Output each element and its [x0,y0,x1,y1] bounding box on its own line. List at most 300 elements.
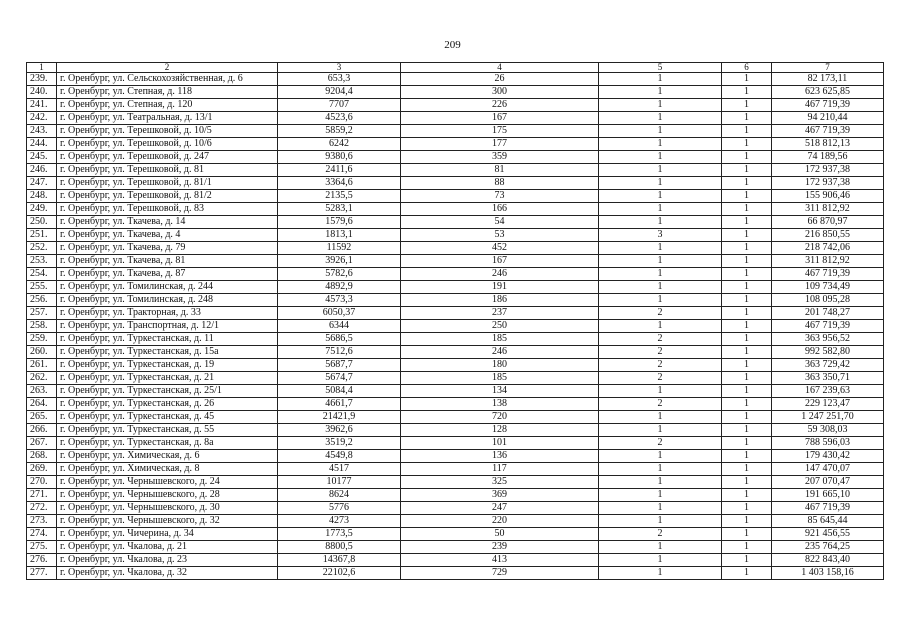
table-body [27,73,884,580]
address: г. Оренбург, ул. Чичерина, д. 34 [57,528,278,541]
col-6-value: 1 [722,125,772,138]
area: 9380,6 [278,151,401,164]
col-5-value: 1 [599,463,722,476]
row-number: 266. [27,424,57,437]
address: г. Оренбург, ул. Томилинская, д. 248 [57,294,278,307]
row-number: 244. [27,138,57,151]
area: 3364,6 [278,177,401,190]
amount: 108 095,28 [772,294,884,307]
col-5-value: 1 [599,489,722,502]
row-number: 257. [27,307,57,320]
table-row [27,307,884,320]
area: 4523,6 [278,112,401,125]
row-number: 249. [27,203,57,216]
row-number: 267. [27,437,57,450]
row-number: 246. [27,164,57,177]
row-number: 250. [27,216,57,229]
residents: 239 [401,541,599,554]
row-number: 245. [27,151,57,164]
area: 2135,5 [278,190,401,203]
row-number: 265. [27,411,57,424]
amount: 74 189,56 [772,151,884,164]
row-number: 263. [27,385,57,398]
amount: 155 906,46 [772,190,884,203]
area: 8800,5 [278,541,401,554]
col-5-value: 1 [599,502,722,515]
col-5-value: 1 [599,385,722,398]
address: г. Оренбург, ул. Транспортная, д. 12/1 [57,320,278,333]
col-5-value: 1 [599,567,722,580]
col-6-value: 1 [722,112,772,125]
column-header: 3 [278,63,401,73]
address: г. Оренбург, ул. Терешковой, д. 81/2 [57,190,278,203]
col-6-value: 1 [722,203,772,216]
col-5-value: 1 [599,164,722,177]
row-number: 274. [27,528,57,541]
residents: 300 [401,86,599,99]
row-number: 261. [27,359,57,372]
amount: 191 665,10 [772,489,884,502]
column-header: 1 [27,63,57,73]
table-row [27,216,884,229]
col-6-value: 1 [722,502,772,515]
residents: 117 [401,463,599,476]
table-row [27,73,884,86]
row-number: 276. [27,554,57,567]
address: г. Оренбург, ул. Чернышевского, д. 28 [57,489,278,502]
col-5-value: 3 [599,229,722,242]
col-5-value: 2 [599,307,722,320]
area: 5084,4 [278,385,401,398]
address: г. Оренбург, ул. Ткачева, д. 14 [57,216,278,229]
address: г. Оренбург, ул. Химическая, д. 8 [57,463,278,476]
address: г. Оренбург, ул. Ткачева, д. 81 [57,255,278,268]
table-row [27,554,884,567]
residents: 359 [401,151,599,164]
area: 6050,37 [278,307,401,320]
amount: 467 719,39 [772,125,884,138]
area: 4892,9 [278,281,401,294]
row-number: 268. [27,450,57,463]
address: г. Оренбург, ул. Ткачева, д. 79 [57,242,278,255]
residents: 53 [401,229,599,242]
residents: 88 [401,177,599,190]
table-row [27,203,884,216]
area: 3926,1 [278,255,401,268]
col-6-value: 1 [722,242,772,255]
amount: 467 719,39 [772,502,884,515]
table-row [27,359,884,372]
col-5-value: 1 [599,203,722,216]
table-row [27,424,884,437]
residents: 180 [401,359,599,372]
col-6-value: 1 [722,424,772,437]
table-row [27,463,884,476]
column-number-row [27,63,884,73]
area: 5674,7 [278,372,401,385]
col-6-value: 1 [722,437,772,450]
table-row [27,268,884,281]
amount: 1 247 251,70 [772,411,884,424]
col-6-value: 1 [722,151,772,164]
amount: 207 070,47 [772,476,884,489]
table-row [27,476,884,489]
address: г. Оренбург, ул. Туркестанская, д. 26 [57,398,278,411]
row-number: 258. [27,320,57,333]
col-6-value: 1 [722,489,772,502]
residents: 226 [401,99,599,112]
area: 9204,4 [278,86,401,99]
col-6-value: 1 [722,411,772,424]
col-6-value: 1 [722,307,772,320]
col-5-value: 1 [599,112,722,125]
col-5-value: 1 [599,450,722,463]
register-table [26,62,884,580]
col-5-value: 2 [599,333,722,346]
area: 4549,8 [278,450,401,463]
amount: 992 582,80 [772,346,884,359]
address: г. Оренбург, ул. Сельскохозяйственная, д. 6 [57,73,278,86]
col-6-value: 1 [722,515,772,528]
table-row [27,346,884,359]
area: 5687,7 [278,359,401,372]
table-row [27,294,884,307]
table-row [27,450,884,463]
address: г. Оренбург, ул. Терешковой, д. 81/1 [57,177,278,190]
col-5-value: 1 [599,541,722,554]
residents: 81 [401,164,599,177]
area: 1813,1 [278,229,401,242]
row-number: 273. [27,515,57,528]
address: г. Оренбург, ул. Химическая, д. 6 [57,450,278,463]
amount: 172 937,38 [772,177,884,190]
col-6-value: 1 [722,99,772,112]
residents: 136 [401,450,599,463]
table-row [27,151,884,164]
residents: 325 [401,476,599,489]
residents: 720 [401,411,599,424]
col-5-value: 1 [599,515,722,528]
col-6-value: 1 [722,450,772,463]
col-5-value: 1 [599,255,722,268]
table-row [27,437,884,450]
amount: 363 350,71 [772,372,884,385]
col-5-value: 1 [599,138,722,151]
residents: 250 [401,320,599,333]
area: 3519,2 [278,437,401,450]
row-number: 253. [27,255,57,268]
table-row [27,567,884,580]
residents: 167 [401,112,599,125]
col-6-value: 1 [722,463,772,476]
table-row [27,502,884,515]
address: г. Оренбург, ул. Туркестанская, д. 45 [57,411,278,424]
col-5-value: 2 [599,528,722,541]
table-row [27,372,884,385]
col-5-value: 1 [599,281,722,294]
residents: 191 [401,281,599,294]
area: 11592 [278,242,401,255]
col-6-value: 1 [722,86,772,99]
residents: 50 [401,528,599,541]
address: г. Оренбург, ул. Чкалова, д. 23 [57,554,278,567]
residents: 175 [401,125,599,138]
area: 5776 [278,502,401,515]
address: г. Оренбург, ул. Туркестанская, д. 21 [57,372,278,385]
col-6-value: 1 [722,476,772,489]
col-5-value: 2 [599,372,722,385]
address: г. Оренбург, ул. Чернышевского, д. 32 [57,515,278,528]
area: 1773,5 [278,528,401,541]
col-6-value: 1 [722,138,772,151]
residents: 26 [401,73,599,86]
area: 21421,9 [278,411,401,424]
table-row [27,242,884,255]
row-number: 262. [27,372,57,385]
row-number: 271. [27,489,57,502]
residents: 185 [401,372,599,385]
area: 6242 [278,138,401,151]
address: г. Оренбург, ул. Тракторная, д. 33 [57,307,278,320]
area: 10177 [278,476,401,489]
amount: 623 625,85 [772,86,884,99]
address: г. Оренбург, ул. Туркестанская, д. 55 [57,424,278,437]
table-row [27,385,884,398]
col-5-value: 1 [599,151,722,164]
row-number: 239. [27,73,57,86]
row-number: 247. [27,177,57,190]
area: 5686,5 [278,333,401,346]
col-6-value: 1 [722,190,772,203]
column-header: 5 [599,63,722,73]
area: 5859,2 [278,125,401,138]
amount: 94 210,44 [772,112,884,125]
address: г. Оренбург, ул. Терешковой, д. 247 [57,151,278,164]
col-6-value: 1 [722,216,772,229]
address: г. Оренбург, ул. Туркестанская, д. 19 [57,359,278,372]
table-row [27,333,884,346]
column-header: 4 [401,63,599,73]
amount: 167 239,63 [772,385,884,398]
column-header: 2 [57,63,278,73]
area: 4573,3 [278,294,401,307]
col-5-value: 1 [599,73,722,86]
address: г. Оренбург, ул. Терешковой, д. 10/5 [57,125,278,138]
col-6-value: 1 [722,294,772,307]
address: г. Оренбург, ул. Терешковой, д. 81 [57,164,278,177]
col-5-value: 1 [599,424,722,437]
area: 3962,6 [278,424,401,437]
residents: 54 [401,216,599,229]
address: г. Оренбург, ул. Театральная, д. 13/1 [57,112,278,125]
col-5-value: 1 [599,125,722,138]
col-6-value: 1 [722,333,772,346]
residents: 73 [401,190,599,203]
col-6-value: 1 [722,359,772,372]
amount: 216 850,55 [772,229,884,242]
col-5-value: 1 [599,476,722,489]
area: 22102,6 [278,567,401,580]
col-6-value: 1 [722,164,772,177]
amount: 311 812,92 [772,255,884,268]
area: 4273 [278,515,401,528]
amount: 467 719,39 [772,268,884,281]
residents: 167 [401,255,599,268]
column-header: 7 [772,63,884,73]
residents: 237 [401,307,599,320]
area: 653,3 [278,73,401,86]
col-6-value: 1 [722,281,772,294]
row-number: 252. [27,242,57,255]
col-6-value: 1 [722,320,772,333]
amount: 147 470,07 [772,463,884,476]
address: г. Оренбург, ул. Туркестанская, д. 15а [57,346,278,359]
row-number: 269. [27,463,57,476]
col-6-value: 1 [722,567,772,580]
address: г. Оренбург, ул. Чкалова, д. 21 [57,541,278,554]
amount: 179 430,42 [772,450,884,463]
col-6-value: 1 [722,255,772,268]
row-number: 270. [27,476,57,489]
area: 4517 [278,463,401,476]
residents: 166 [401,203,599,216]
row-number: 240. [27,86,57,99]
table-row [27,541,884,554]
table-row [27,112,884,125]
col-5-value: 2 [599,398,722,411]
row-number: 254. [27,268,57,281]
col-6-value: 1 [722,398,772,411]
address: г. Оренбург, ул. Степная, д. 120 [57,99,278,112]
col-5-value: 1 [599,294,722,307]
table-row [27,515,884,528]
amount: 518 812,13 [772,138,884,151]
residents: 247 [401,502,599,515]
amount: 467 719,39 [772,320,884,333]
row-number: 241. [27,99,57,112]
col-6-value: 1 [722,229,772,242]
col-6-value: 1 [722,177,772,190]
column-header: 6 [722,63,772,73]
amount: 85 645,44 [772,515,884,528]
residents: 369 [401,489,599,502]
row-number: 248. [27,190,57,203]
col-5-value: 1 [599,177,722,190]
amount: 921 456,55 [772,528,884,541]
residents: 246 [401,346,599,359]
address: г. Оренбург, ул. Степная, д. 118 [57,86,278,99]
col-5-value: 1 [599,99,722,112]
residents: 185 [401,333,599,346]
residents: 220 [401,515,599,528]
amount: 229 123,47 [772,398,884,411]
amount: 218 742,06 [772,242,884,255]
table-row [27,86,884,99]
address: г. Оренбург, ул. Терешковой, д. 83 [57,203,278,216]
area: 8624 [278,489,401,502]
address: г. Оренбург, ул. Туркестанская, д. 11 [57,333,278,346]
amount: 66 870,97 [772,216,884,229]
address: г. Оренбург, ул. Чернышевского, д. 24 [57,476,278,489]
table-row [27,281,884,294]
amount: 467 719,39 [772,99,884,112]
col-5-value: 1 [599,411,722,424]
col-5-value: 1 [599,86,722,99]
col-6-value: 1 [722,554,772,567]
residents: 452 [401,242,599,255]
amount: 363 956,52 [772,333,884,346]
col-6-value: 1 [722,528,772,541]
col-5-value: 1 [599,320,722,333]
amount: 1 403 158,16 [772,567,884,580]
address: г. Оренбург, ул. Чкалова, д. 32 [57,567,278,580]
amount: 172 937,38 [772,164,884,177]
address: г. Оренбург, ул. Терешковой, д. 10/6 [57,138,278,151]
amount: 59 308,03 [772,424,884,437]
residents: 186 [401,294,599,307]
table-row [27,177,884,190]
residents: 128 [401,424,599,437]
table-row [27,489,884,502]
amount: 822 843,40 [772,554,884,567]
table-row [27,138,884,151]
area: 5283,1 [278,203,401,216]
col-6-value: 1 [722,385,772,398]
table-row [27,164,884,177]
area: 1579,6 [278,216,401,229]
residents: 246 [401,268,599,281]
col-5-value: 1 [599,242,722,255]
col-6-value: 1 [722,541,772,554]
amount: 82 173,11 [772,73,884,86]
table-row [27,229,884,242]
residents: 134 [401,385,599,398]
col-6-value: 1 [722,268,772,281]
row-number: 251. [27,229,57,242]
residents: 413 [401,554,599,567]
amount: 788 596,03 [772,437,884,450]
amount: 363 729,42 [772,359,884,372]
col-6-value: 1 [722,346,772,359]
table-row [27,99,884,112]
residents: 101 [401,437,599,450]
area: 4661,7 [278,398,401,411]
amount: 109 734,49 [772,281,884,294]
page-number: 209 [444,39,461,51]
row-number: 242. [27,112,57,125]
table-row [27,398,884,411]
row-number: 255. [27,281,57,294]
col-5-value: 2 [599,359,722,372]
area: 7512,6 [278,346,401,359]
col-5-value: 1 [599,216,722,229]
area: 14367,8 [278,554,401,567]
address: г. Оренбург, ул. Чернышевского, д. 30 [57,502,278,515]
row-number: 272. [27,502,57,515]
amount: 235 764,25 [772,541,884,554]
col-6-value: 1 [722,73,772,86]
table-row [27,190,884,203]
table-row [27,125,884,138]
area: 2411,6 [278,164,401,177]
row-number: 243. [27,125,57,138]
address: г. Оренбург, ул. Туркестанская, д. 25/1 [57,385,278,398]
table-row [27,528,884,541]
row-number: 277. [27,567,57,580]
table-row [27,255,884,268]
amount: 311 812,92 [772,203,884,216]
row-number: 275. [27,541,57,554]
